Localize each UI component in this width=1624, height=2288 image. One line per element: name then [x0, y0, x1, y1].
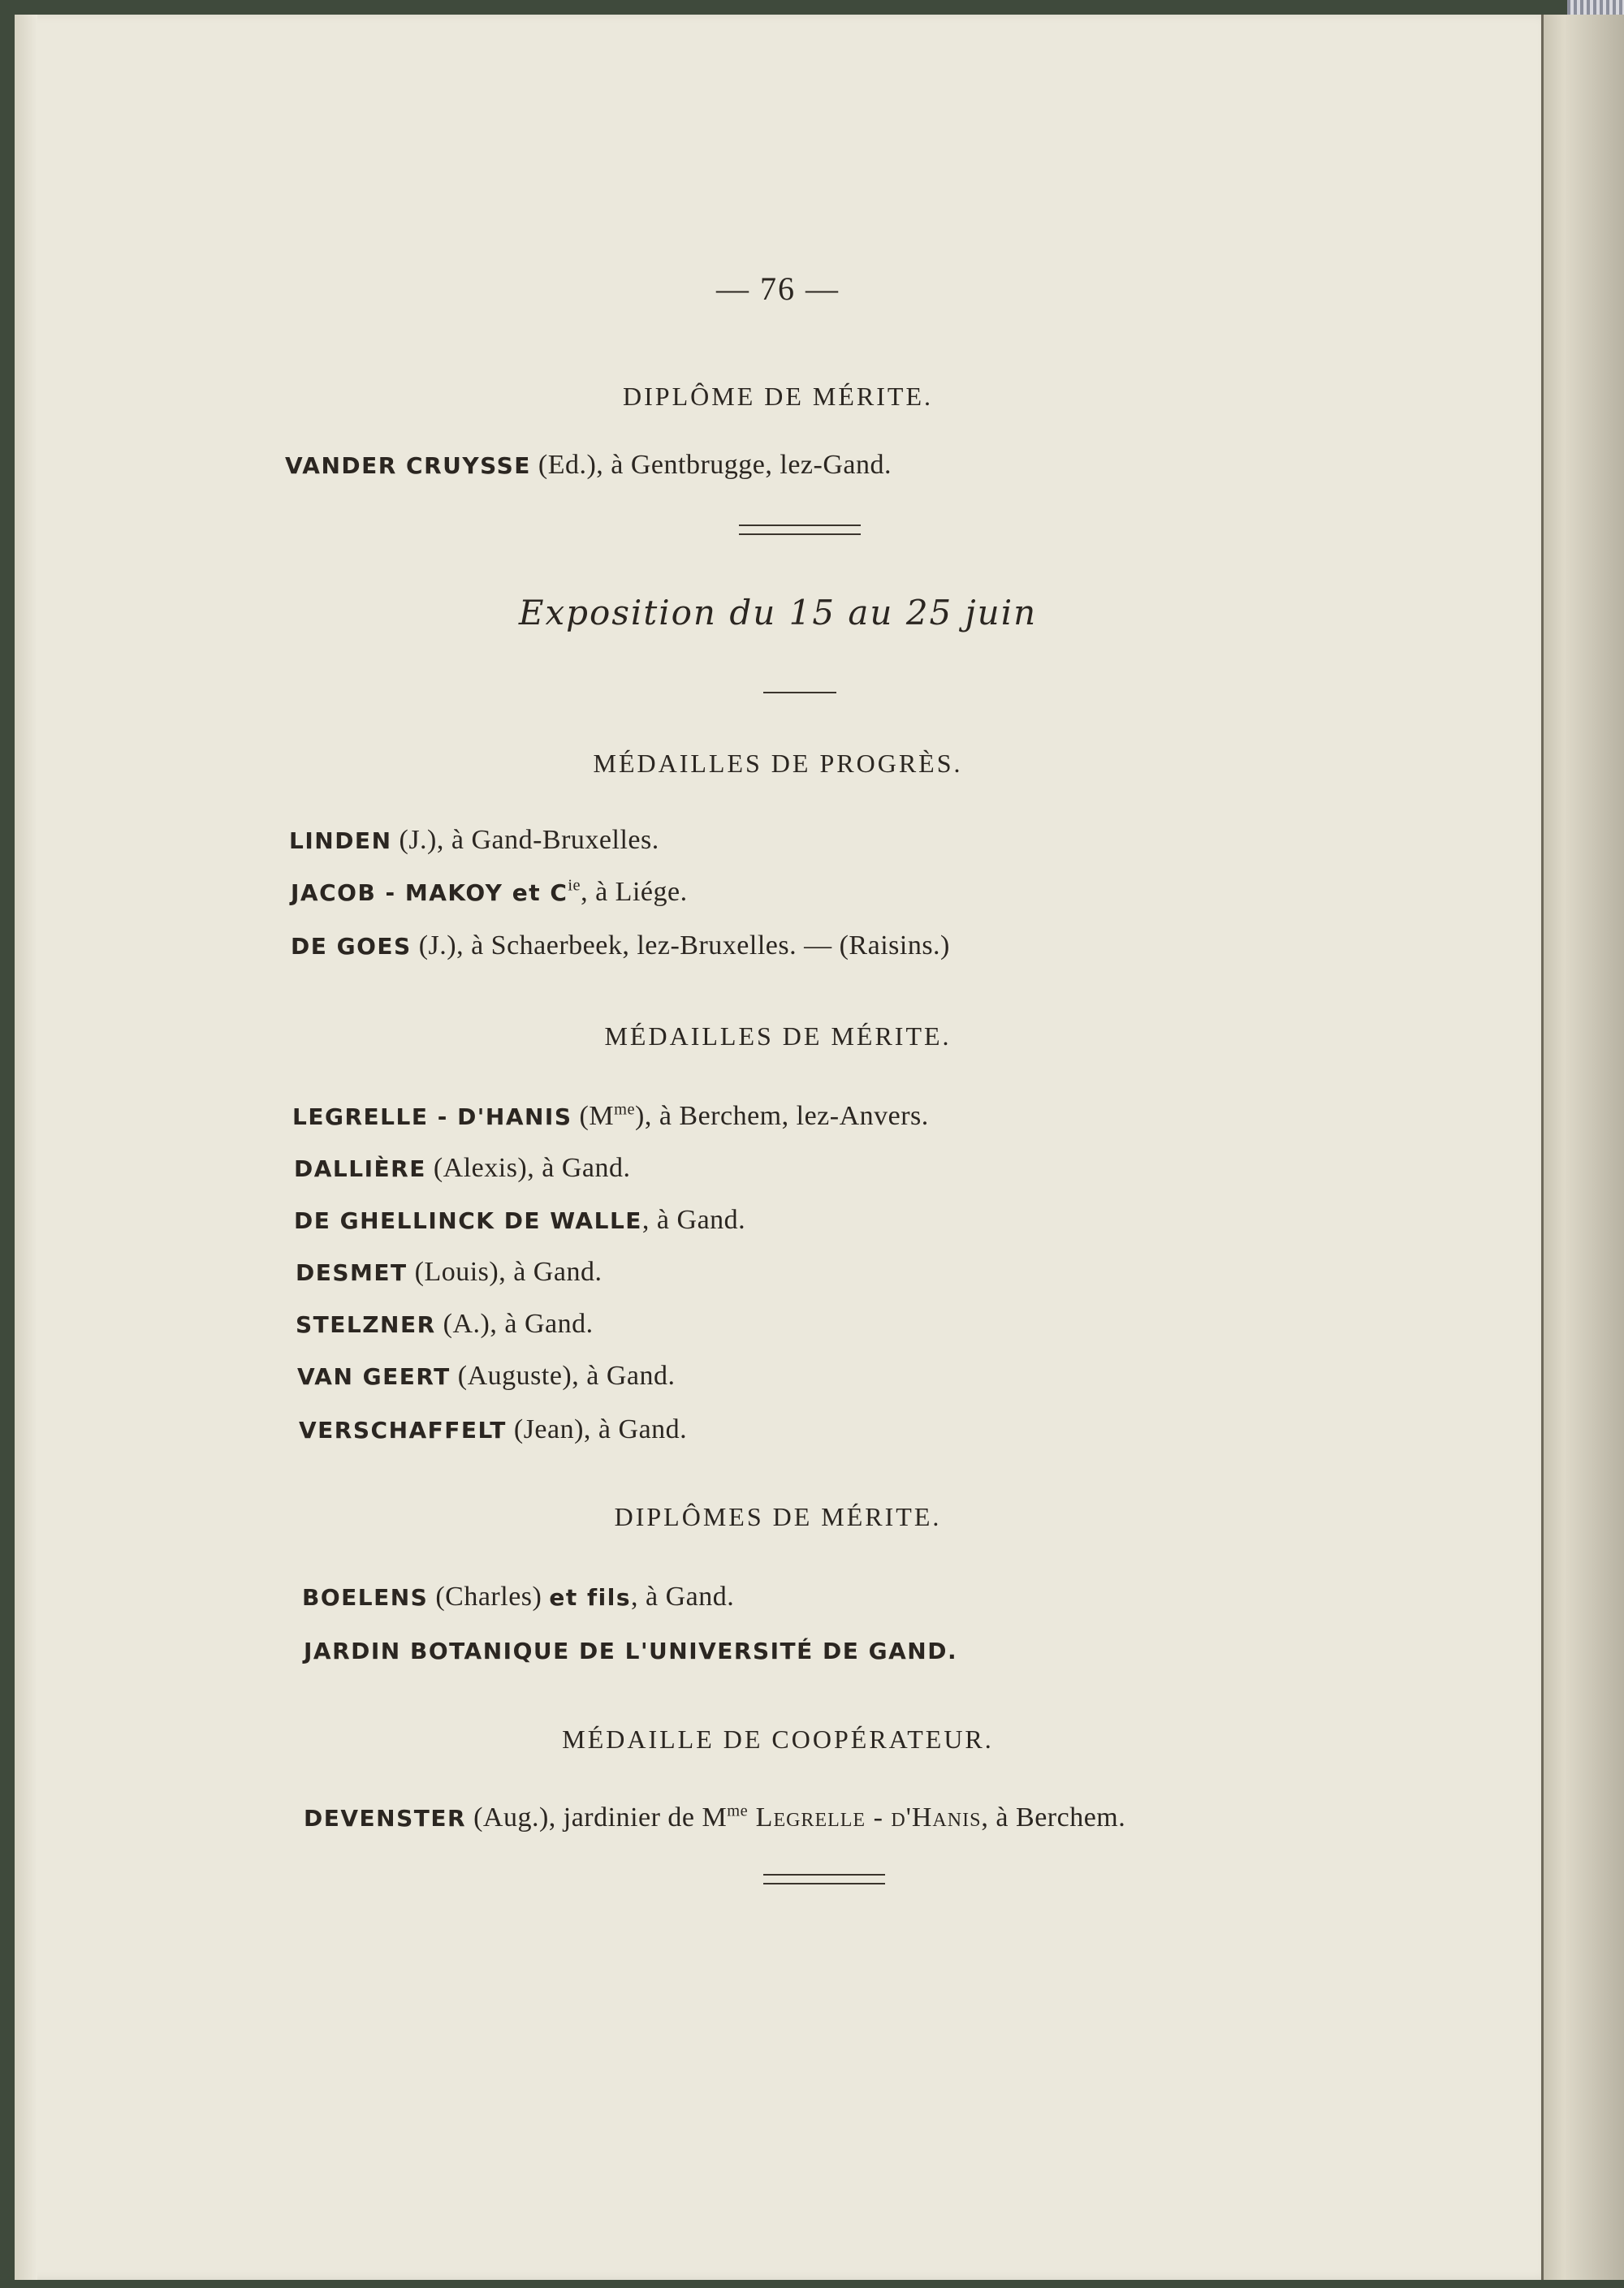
double-rule-divider	[739, 525, 861, 535]
entry-detail: (Ed.), à Gentbrugge, lez-Gand.	[530, 450, 892, 480]
entry-detail: (Charles)	[428, 1582, 550, 1612]
double-rule-end	[763, 1874, 885, 1884]
heading-diplomes-de-merite: DIPLÔMES DE MÉRITE.	[614, 1502, 942, 1531]
adjacent-page-edge	[1566, 15, 1624, 2280]
entry-jardin-botanique	[304, 1635, 957, 1666]
entry-detail: , à Liége.	[581, 877, 688, 907]
entry-de-goes	[291, 930, 950, 961]
entry-vander-cruysse	[285, 450, 892, 481]
entry-jacob-makoy	[291, 877, 688, 908]
entry-name: LINDEN	[289, 827, 392, 854]
entry-detail: , à Gand.	[631, 1582, 735, 1612]
entry-linden	[289, 825, 659, 856]
entry-name: JARDIN BOTANIQUE DE L'UNIVERSITÉ DE GAND.	[304, 1638, 958, 1664]
heading-diplome-de-merite: DIPLÔME DE MÉRITE.	[623, 382, 933, 411]
entry-van-geert	[297, 1361, 675, 1392]
entry-dalliere	[294, 1153, 630, 1184]
page-number: — 76 —	[716, 270, 840, 307]
entry-detail: (A.), à Gand.	[435, 1309, 594, 1339]
entry-detail: (J.), à Gand-Bruxelles.	[391, 825, 659, 855]
binding-strip	[1567, 0, 1624, 15]
entry-superscript: me	[727, 1802, 749, 1820]
heading-medaille-de-cooperateur: MÉDAILLE DE COOPÉRATEUR.	[562, 1725, 994, 1754]
entry-name: STELZNER	[296, 1311, 436, 1338]
page-left-edge	[15, 15, 37, 2280]
entry-detail: (Louis), à Gand.	[407, 1257, 603, 1287]
entry-de-ghellinck-de-walle	[294, 1205, 745, 1236]
entry-detail: ), à Berchem, lez-Anvers.	[635, 1101, 929, 1131]
entry-superscript: me	[614, 1100, 635, 1119]
entry-detail: (Aug.), jardinier de M	[466, 1802, 728, 1833]
entry-name: DALLIÈRE	[294, 1155, 426, 1182]
entry-boelens	[302, 1582, 734, 1612]
entry-legrelle-dhanis	[292, 1101, 929, 1132]
entry-name: LEGRELLE - D'HANIS	[292, 1103, 572, 1130]
book-page	[15, 15, 1541, 2280]
entry-detail: (Alexis), à Gand.	[425, 1153, 631, 1183]
heading-medailles-de-merite: MÉDAILLES DE MÉRITE.	[604, 1021, 952, 1051]
page-gutter	[1541, 15, 1568, 2280]
entry-name: DE GOES	[291, 933, 412, 960]
entry-name: VANDER CRUYSSE	[285, 452, 531, 479]
entry-detail: (J.), à Schaerbeek, lez-Bruxelles. — (Raisins.)	[411, 930, 950, 961]
entry-superscript: ie	[568, 876, 581, 895]
entry-detail: (Jean), à Gand.	[506, 1414, 688, 1444]
entry-stelzner	[296, 1309, 594, 1340]
entry-verschaffelt	[299, 1414, 687, 1445]
entry-detail: , à Gand.	[641, 1205, 746, 1235]
entry-detail: , à Berchem.	[981, 1802, 1126, 1833]
entry-name: DE GHELLINCK DE WALLE	[294, 1207, 642, 1234]
entry-name-suffix: et fils	[549, 1584, 632, 1611]
rule-divider	[763, 692, 836, 693]
entry-name: BOELENS	[302, 1584, 429, 1611]
entry-detail: (Auguste), à Gand.	[450, 1361, 676, 1391]
entry-name: DEVENSTER	[304, 1805, 467, 1832]
entry-small-caps-name: Legrelle - d'Hanis	[748, 1802, 982, 1833]
entry-desmet	[296, 1257, 602, 1288]
entry-name: VERSCHAFFELT	[299, 1417, 507, 1444]
entry-devenster	[304, 1802, 1125, 1833]
heading-medailles-de-progres: MÉDAILLES DE PROGRÈS.	[593, 749, 963, 778]
entry-name: DESMET	[296, 1259, 408, 1286]
entry-name: VAN GEERT	[297, 1363, 451, 1390]
exposition-title: Exposition du 15 au 25 juin	[518, 593, 1038, 632]
entry-detail: (M	[572, 1101, 615, 1131]
entry-name: JACOB - MAKOY et C	[291, 879, 568, 906]
